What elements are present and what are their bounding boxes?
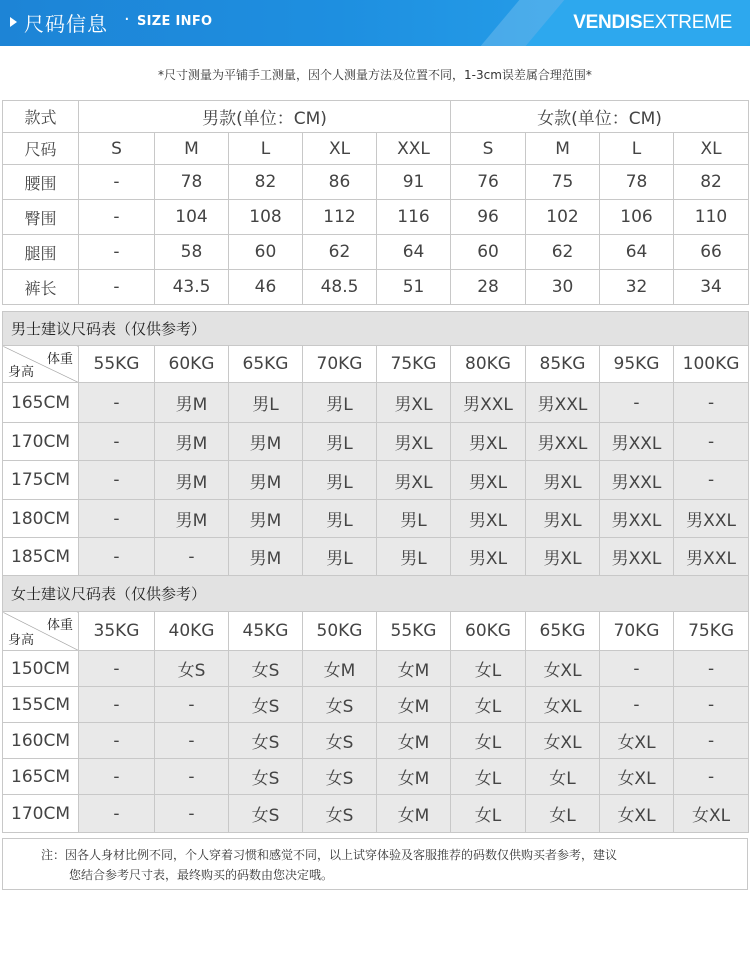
size-cell: - xyxy=(674,383,749,423)
women-size-chart xyxy=(2,575,749,833)
size-cell: - xyxy=(79,461,155,500)
size-cell: 男XL xyxy=(377,461,451,500)
height-cell: 150CM xyxy=(3,651,79,687)
size-cell: 女S xyxy=(229,795,303,833)
size-cell: 女S xyxy=(229,759,303,795)
size-cell: 女XL xyxy=(600,759,674,795)
size-cell: 女M xyxy=(377,759,451,795)
size-cell: M xyxy=(526,133,600,165)
size-cell: 男XXL xyxy=(600,500,674,538)
size-cell: 男XL xyxy=(377,423,451,461)
weight-cell: 45KG xyxy=(229,612,303,651)
size-cell: - xyxy=(600,383,674,423)
weight-cell: 55KG xyxy=(377,612,451,651)
table-row xyxy=(3,461,749,500)
size-header-row xyxy=(3,133,749,165)
measure-cell: 82 xyxy=(229,165,303,200)
table-row xyxy=(3,165,749,200)
size-cell: 女L xyxy=(451,759,526,795)
size-cell: 男XL xyxy=(451,461,526,500)
measure-cell: 62 xyxy=(526,235,600,270)
header-banner xyxy=(0,0,750,46)
size-cell: L xyxy=(229,133,303,165)
weight-label: 体重 xyxy=(46,618,73,633)
size-cell: - xyxy=(600,651,674,687)
size-cell: 女M xyxy=(377,723,451,759)
brand-logo xyxy=(573,12,732,34)
measurement-notice: *尺寸测量为平铺手工测量，因个人测量方法及位置不同，1-3cm误差属合理范围* xyxy=(158,68,592,82)
height-label: 身高 xyxy=(8,633,35,648)
size-cell: 男XL xyxy=(526,538,600,576)
size-cell: 女S xyxy=(229,723,303,759)
size-cell: 女M xyxy=(303,651,377,687)
size-cell: 男L xyxy=(303,383,377,423)
table-row xyxy=(3,795,749,833)
height-cell: 175CM xyxy=(3,461,79,500)
height-cell: 160CM xyxy=(3,723,79,759)
weight-cell: 40KG xyxy=(155,612,229,651)
women-section-title: 女士建议尺码表（仅供参考） xyxy=(3,576,749,612)
weight-cell: 85KG xyxy=(526,346,600,383)
footnote-line: 注：因各人身材比例不同，个人穿着习惯和感觉不同，以上试穿体验及客服推荐的码数仅供购买者参考，建议 xyxy=(41,848,618,862)
size-cell: 男L xyxy=(303,461,377,500)
size-cell: - xyxy=(79,383,155,423)
size-cell: - xyxy=(674,461,749,500)
size-cell: L xyxy=(600,133,674,165)
size-cell: - xyxy=(674,651,749,687)
size-cell: XL xyxy=(674,133,749,165)
size-cell: 女S xyxy=(155,651,229,687)
size-cell: 女XL xyxy=(526,651,600,687)
measure-cell: 91 xyxy=(377,165,451,200)
size-cell: 男XXL xyxy=(674,538,749,576)
size-cell: 女L xyxy=(526,795,600,833)
size-cell: 男XL xyxy=(451,538,526,576)
size-cell: 女S xyxy=(303,795,377,833)
measure-cell: 28 xyxy=(451,270,526,305)
weight-cell: 70KG xyxy=(303,346,377,383)
measure-cell: 60 xyxy=(451,235,526,270)
women-unit-header: 女款(单位：CM) xyxy=(451,101,749,133)
measure-cell: 96 xyxy=(451,200,526,235)
size-label: 尺码 xyxy=(3,133,79,165)
measure-cell: 78 xyxy=(155,165,229,200)
table-row xyxy=(3,200,749,235)
corner-header xyxy=(3,346,79,383)
size-cell: 男XL xyxy=(451,500,526,538)
size-cell: - xyxy=(674,687,749,723)
table-row xyxy=(3,651,749,687)
table-row xyxy=(3,759,749,795)
size-cell: - xyxy=(79,759,155,795)
size-cell: - xyxy=(79,423,155,461)
height-cell: 170CM xyxy=(3,423,79,461)
measure-cell: 110 xyxy=(674,200,749,235)
style-label: 款式 xyxy=(3,101,79,133)
size-cell: 女XL xyxy=(526,687,600,723)
weight-cell: 60KG xyxy=(451,612,526,651)
row-label: 腿围 xyxy=(3,235,79,270)
weight-cell: 60KG xyxy=(155,346,229,383)
triangle-right-icon xyxy=(10,17,17,27)
height-cell: 180CM xyxy=(3,500,79,538)
size-cell: - xyxy=(674,423,749,461)
weight-header-row xyxy=(3,346,749,383)
size-cell: - xyxy=(674,723,749,759)
size-cell: 男XL xyxy=(526,461,600,500)
weight-cell: 75KG xyxy=(674,612,749,651)
measure-cell: 106 xyxy=(600,200,674,235)
measure-cell: - xyxy=(79,165,155,200)
size-cell: - xyxy=(155,687,229,723)
size-cell: S xyxy=(79,133,155,165)
corner-header xyxy=(3,612,79,651)
size-cell: 女L xyxy=(526,759,600,795)
size-cell: - xyxy=(674,759,749,795)
table-row xyxy=(3,538,749,576)
size-cell: - xyxy=(600,687,674,723)
measure-cell: 112 xyxy=(303,200,377,235)
height-cell: 170CM xyxy=(3,795,79,833)
footnote xyxy=(2,838,748,890)
weight-header-row xyxy=(3,612,749,651)
brand-light: EXTREME xyxy=(642,12,732,33)
size-cell: 女L xyxy=(451,723,526,759)
row-label: 臀围 xyxy=(3,200,79,235)
measure-cell: 60 xyxy=(229,235,303,270)
size-cell: 男M xyxy=(229,538,303,576)
measure-cell: 46 xyxy=(229,270,303,305)
measure-cell: 48.5 xyxy=(303,270,377,305)
size-cell: 男XL xyxy=(526,500,600,538)
size-cell: 女M xyxy=(377,651,451,687)
size-cell: 女L xyxy=(451,687,526,723)
weight-cell: 95KG xyxy=(600,346,674,383)
table-row xyxy=(3,423,749,461)
weight-cell: 65KG xyxy=(229,346,303,383)
size-cell: 男XL xyxy=(377,383,451,423)
measure-cell: 51 xyxy=(377,270,451,305)
size-cell: 男L xyxy=(303,538,377,576)
size-cell: 男M xyxy=(229,500,303,538)
size-cell: - xyxy=(155,538,229,576)
height-cell: 185CM xyxy=(3,538,79,576)
measure-cell: 104 xyxy=(155,200,229,235)
footnote-line: 您结合参考尺寸表，最终购买的码数由您决定哦。 xyxy=(69,868,334,882)
weight-cell: 50KG xyxy=(303,612,377,651)
size-cell: 男XXL xyxy=(600,538,674,576)
table-row xyxy=(3,235,749,270)
size-cell: - xyxy=(155,723,229,759)
measure-cell: 116 xyxy=(377,200,451,235)
size-cell: 男L xyxy=(377,500,451,538)
size-cell: 女XL xyxy=(600,795,674,833)
size-cell: 男L xyxy=(229,383,303,423)
size-cell: 女L xyxy=(451,651,526,687)
height-cell: 165CM xyxy=(3,383,79,423)
header-subtitle: SIZE INFO xyxy=(137,14,213,29)
measure-cell: 34 xyxy=(674,270,749,305)
row-label: 腰围 xyxy=(3,165,79,200)
size-cell: S xyxy=(451,133,526,165)
measure-cell: 66 xyxy=(674,235,749,270)
size-cell: 男M xyxy=(155,461,229,500)
measure-cell: - xyxy=(79,235,155,270)
size-cell: 男M xyxy=(229,423,303,461)
weight-cell: 75KG xyxy=(377,346,451,383)
measure-cell: 64 xyxy=(600,235,674,270)
size-cell: 男M xyxy=(155,500,229,538)
table-row xyxy=(3,383,749,423)
size-cell: - xyxy=(79,500,155,538)
measure-cell: 58 xyxy=(155,235,229,270)
measure-cell: - xyxy=(79,270,155,305)
header-dot: · xyxy=(124,9,130,30)
size-cell: 女S xyxy=(303,687,377,723)
measure-cell: 108 xyxy=(229,200,303,235)
weight-cell: 35KG xyxy=(79,612,155,651)
table-row xyxy=(3,500,749,538)
height-cell: 155CM xyxy=(3,687,79,723)
size-cell: 男L xyxy=(303,500,377,538)
size-cell: 男M xyxy=(155,423,229,461)
size-cell: XXL xyxy=(377,133,451,165)
weight-cell: 65KG xyxy=(526,612,600,651)
table-row xyxy=(3,687,749,723)
size-cell: 男XXL xyxy=(674,500,749,538)
measure-cell: 64 xyxy=(377,235,451,270)
size-cell: 男XXL xyxy=(600,423,674,461)
size-cell: 男L xyxy=(303,423,377,461)
size-cell: 男XXL xyxy=(526,423,600,461)
size-cell: 男M xyxy=(229,461,303,500)
size-cell: 男L xyxy=(377,538,451,576)
size-cell: 女XL xyxy=(600,723,674,759)
size-cell: 男M xyxy=(155,383,229,423)
size-cell: 女S xyxy=(303,759,377,795)
measure-cell: 62 xyxy=(303,235,377,270)
size-cell: 女XL xyxy=(526,723,600,759)
size-table xyxy=(2,100,749,305)
size-cell: 女S xyxy=(303,723,377,759)
size-cell: 女S xyxy=(229,651,303,687)
measure-cell: 102 xyxy=(526,200,600,235)
header-title: 尺码信息 xyxy=(24,12,108,36)
men-section-title: 男士建议尺码表（仅供参考） xyxy=(3,312,749,346)
size-cell: - xyxy=(79,687,155,723)
size-cell: - xyxy=(79,538,155,576)
size-cell: 男XXL xyxy=(451,383,526,423)
size-cell: 女XL xyxy=(674,795,749,833)
men-size-chart xyxy=(2,311,749,576)
measure-cell: 82 xyxy=(674,165,749,200)
size-cell: M xyxy=(155,133,229,165)
size-cell: XL xyxy=(303,133,377,165)
size-cell: - xyxy=(79,651,155,687)
size-cell: 女S xyxy=(229,687,303,723)
size-cell: - xyxy=(79,795,155,833)
measure-cell: 86 xyxy=(303,165,377,200)
size-cell: 男XL xyxy=(451,423,526,461)
brand-bold: VENDIS xyxy=(573,12,643,33)
measure-cell: 78 xyxy=(600,165,674,200)
weight-cell: 55KG xyxy=(79,346,155,383)
size-cell: - xyxy=(79,723,155,759)
weight-label: 体重 xyxy=(46,352,73,367)
height-cell: 165CM xyxy=(3,759,79,795)
measure-cell: 76 xyxy=(451,165,526,200)
table-row xyxy=(3,270,749,305)
men-unit-header: 男款(单位：CM) xyxy=(79,101,451,133)
measure-cell: - xyxy=(79,200,155,235)
measure-cell: 43.5 xyxy=(155,270,229,305)
weight-cell: 80KG xyxy=(451,346,526,383)
size-cell: 男XXL xyxy=(600,461,674,500)
weight-cell: 70KG xyxy=(600,612,674,651)
size-cell: 女M xyxy=(377,795,451,833)
size-cell: 男XXL xyxy=(526,383,600,423)
size-cell: 女M xyxy=(377,687,451,723)
row-label: 裤长 xyxy=(3,270,79,305)
size-cell: - xyxy=(155,795,229,833)
height-label: 身高 xyxy=(8,365,35,380)
measure-cell: 30 xyxy=(526,270,600,305)
size-cell: 女L xyxy=(451,795,526,833)
measure-cell: 75 xyxy=(526,165,600,200)
table-row xyxy=(3,723,749,759)
weight-cell: 100KG xyxy=(674,346,749,383)
size-cell: - xyxy=(155,759,229,795)
measure-cell: 32 xyxy=(600,270,674,305)
